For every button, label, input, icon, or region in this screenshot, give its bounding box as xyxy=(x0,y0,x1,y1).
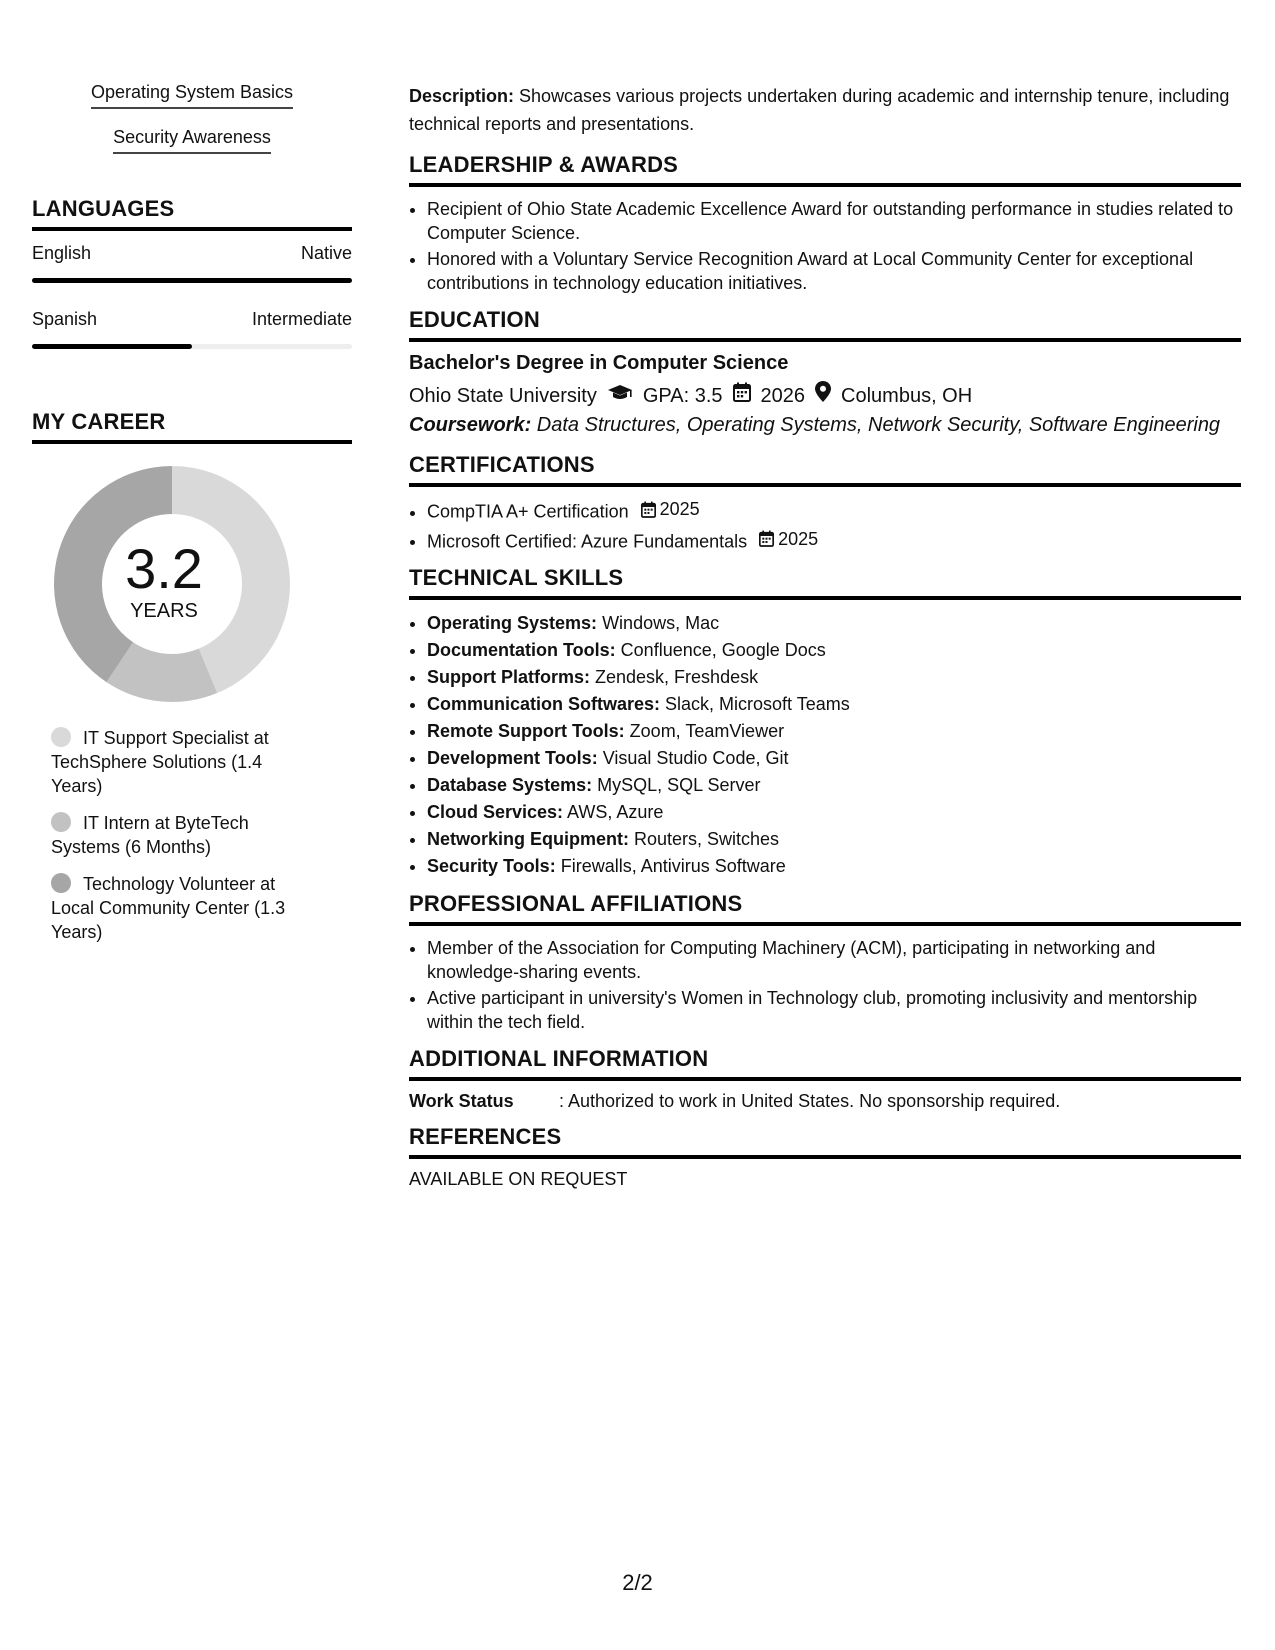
education-details xyxy=(409,381,1241,410)
leadership-section xyxy=(409,152,1241,295)
skill-label: Networking Equipment: xyxy=(427,829,629,849)
career-total-unit: YEARS xyxy=(130,600,198,622)
skill-value: AWS, Azure xyxy=(563,802,664,822)
legend-dot xyxy=(51,873,71,893)
calendar-icon xyxy=(641,501,656,518)
legend-item xyxy=(51,726,311,798)
skill-label: Database Systems: xyxy=(427,775,593,795)
legend-label: IT Intern at ByteTech Systems (6 Months) xyxy=(51,813,249,857)
language-item xyxy=(32,243,352,283)
additional-info-section xyxy=(409,1046,1241,1112)
coursework xyxy=(409,410,1241,440)
skill-label: Security Tools: xyxy=(427,856,556,876)
skills-list xyxy=(409,610,1241,879)
legend-item xyxy=(51,872,311,944)
list-item: • Active participant in university's Women in Technology club, promoting inclusivity and mentorship within the tech field. xyxy=(427,986,1241,1034)
language-name: Spanish xyxy=(32,309,98,329)
skill-value: Firewalls, Antivirus Software xyxy=(555,856,786,876)
legend-item xyxy=(51,811,311,859)
language-proficiency-bar xyxy=(32,278,352,283)
skill-label: Remote Support Tools: xyxy=(427,721,625,741)
leadership-title: LEADERSHIP & AWARDS xyxy=(409,152,1241,187)
skills-section xyxy=(409,565,1241,879)
skill-label: Communication Softwares: xyxy=(427,694,661,714)
school-location: Columbus, OH xyxy=(841,384,973,407)
skills-title: TECHNICAL SKILLS xyxy=(409,565,1241,600)
language-proficiency-bar xyxy=(32,344,352,349)
references-title: REFERENCES xyxy=(409,1124,1241,1159)
skill-value: Windows, Mac xyxy=(597,613,720,633)
skill-item xyxy=(427,637,1241,663)
additional-info-title: ADDITIONAL INFORMATION xyxy=(409,1046,1241,1081)
skill-value: Visual Studio Code, Git xyxy=(597,748,789,768)
skill-label: Development Tools: xyxy=(427,748,598,768)
skill-tags xyxy=(32,82,352,172)
coursework-label: Coursework: xyxy=(409,414,532,436)
skill-item xyxy=(427,664,1241,690)
legend-dot xyxy=(51,727,71,747)
skill-item xyxy=(427,799,1241,825)
graduation-cap-icon xyxy=(607,382,633,410)
certifications-list xyxy=(409,497,1241,553)
description-label: Description: xyxy=(409,86,515,106)
skill-item xyxy=(427,718,1241,744)
legend-label: IT Support Specialist at TechSphere Solutions (1.4 Years) xyxy=(51,728,269,796)
skill-label: Operating Systems: xyxy=(427,613,598,633)
skill-item xyxy=(427,853,1241,879)
certification-year: 2025 xyxy=(659,499,700,519)
certification-name: CompTIA A+ Certification xyxy=(427,501,629,522)
certification-date xyxy=(759,527,818,551)
legend-dot xyxy=(51,812,71,832)
page-number: 2/2 xyxy=(622,1570,653,1595)
skill-value: Slack, Microsoft Teams xyxy=(660,694,850,714)
career-title: MY CAREER xyxy=(32,409,352,444)
skill-item xyxy=(427,826,1241,852)
list-item: • Recipient of Ohio State Academic Excellence Award for outstanding performance in studies related to Computer Science. xyxy=(427,197,1241,245)
work-status-row xyxy=(409,1091,1241,1112)
skill-tag: Operating System Basics xyxy=(91,82,293,109)
skill-value: Confluence, Google Docs xyxy=(615,640,826,660)
education-title: EDUCATION xyxy=(409,307,1241,342)
legend-label: Technology Volunteer at Local Community Center (1.3 Years) xyxy=(51,874,286,942)
language-name: English xyxy=(32,243,92,263)
list-item: • Member of the Association for Computing Machinery (ACM), participating in networking and knowledge-sharing events. xyxy=(427,936,1241,984)
references-section xyxy=(409,1124,1241,1190)
calendar-icon xyxy=(733,382,751,410)
language-proficiency-fill xyxy=(32,278,352,283)
career-donut-chart xyxy=(32,456,352,716)
certification-date xyxy=(641,497,700,521)
graduation-year: 2026 xyxy=(760,384,806,407)
skill-tag: Security Awareness xyxy=(113,127,271,154)
references-text: AVAILABLE ON REQUEST xyxy=(409,1169,628,1189)
certification-name: Microsoft Certified: Azure Fundamentals xyxy=(427,531,748,551)
career-legend xyxy=(51,726,311,944)
skill-value: Routers, Switches xyxy=(629,829,780,849)
language-proficiency-fill xyxy=(32,344,192,349)
certifications-section xyxy=(409,452,1241,553)
main-content xyxy=(409,82,1241,1202)
affiliations-list xyxy=(409,936,1241,1034)
skill-item xyxy=(427,610,1241,636)
donut-center xyxy=(32,537,296,623)
description xyxy=(409,82,1241,138)
skill-label: Support Platforms: xyxy=(427,667,591,687)
languages-title: LANGUAGES xyxy=(32,196,352,231)
sidebar xyxy=(32,82,352,957)
education-section xyxy=(409,307,1241,440)
description-text: Showcases various projects undertaken during academic and internship tenure, including technical reports and presentations. xyxy=(409,86,1230,134)
degree-title: Bachelor's Degree in Computer Science xyxy=(409,352,789,374)
certification-year: 2025 xyxy=(778,528,819,549)
certifications-title: CERTIFICATIONS xyxy=(409,452,1241,487)
affiliations-title: PROFESSIONAL AFFILIATIONS xyxy=(409,891,1241,926)
skill-value: Zendesk, Freshdesk xyxy=(590,667,759,687)
skill-item xyxy=(427,772,1241,798)
skill-item xyxy=(427,691,1241,717)
skill-label: Cloud Services: xyxy=(427,802,564,822)
language-level: Native xyxy=(300,243,352,263)
skill-label: Documentation Tools: xyxy=(427,640,616,660)
coursework-text: Data Structures, Operating Systems, Network Security, Software Engineering xyxy=(531,414,1221,436)
affiliations-section xyxy=(409,891,1241,1034)
skill-item xyxy=(427,745,1241,771)
calendar-icon xyxy=(759,530,774,547)
certification-item xyxy=(427,527,1241,554)
language-level: Intermediate xyxy=(251,309,352,329)
skill-value: MySQL, SQL Server xyxy=(592,775,761,795)
career-total-value: 3.2 xyxy=(125,537,203,600)
work-status-label: Work Status xyxy=(409,1091,514,1111)
certification-item xyxy=(427,497,1241,524)
leadership-list xyxy=(409,197,1241,295)
gpa: GPA: 3.5 xyxy=(642,384,723,407)
school-name: Ohio State University xyxy=(409,384,597,407)
skill-value: Zoom, TeamViewer xyxy=(624,721,785,741)
list-item: • Honored with a Voluntary Service Recognition Award at Local Community Center for exceptional contributions in technology education initiatives. xyxy=(427,247,1241,295)
work-status-value: : Authorized to work in United States. No sponsorship required. xyxy=(559,1091,1061,1111)
language-item xyxy=(32,309,352,349)
location-pin-icon xyxy=(815,381,831,410)
